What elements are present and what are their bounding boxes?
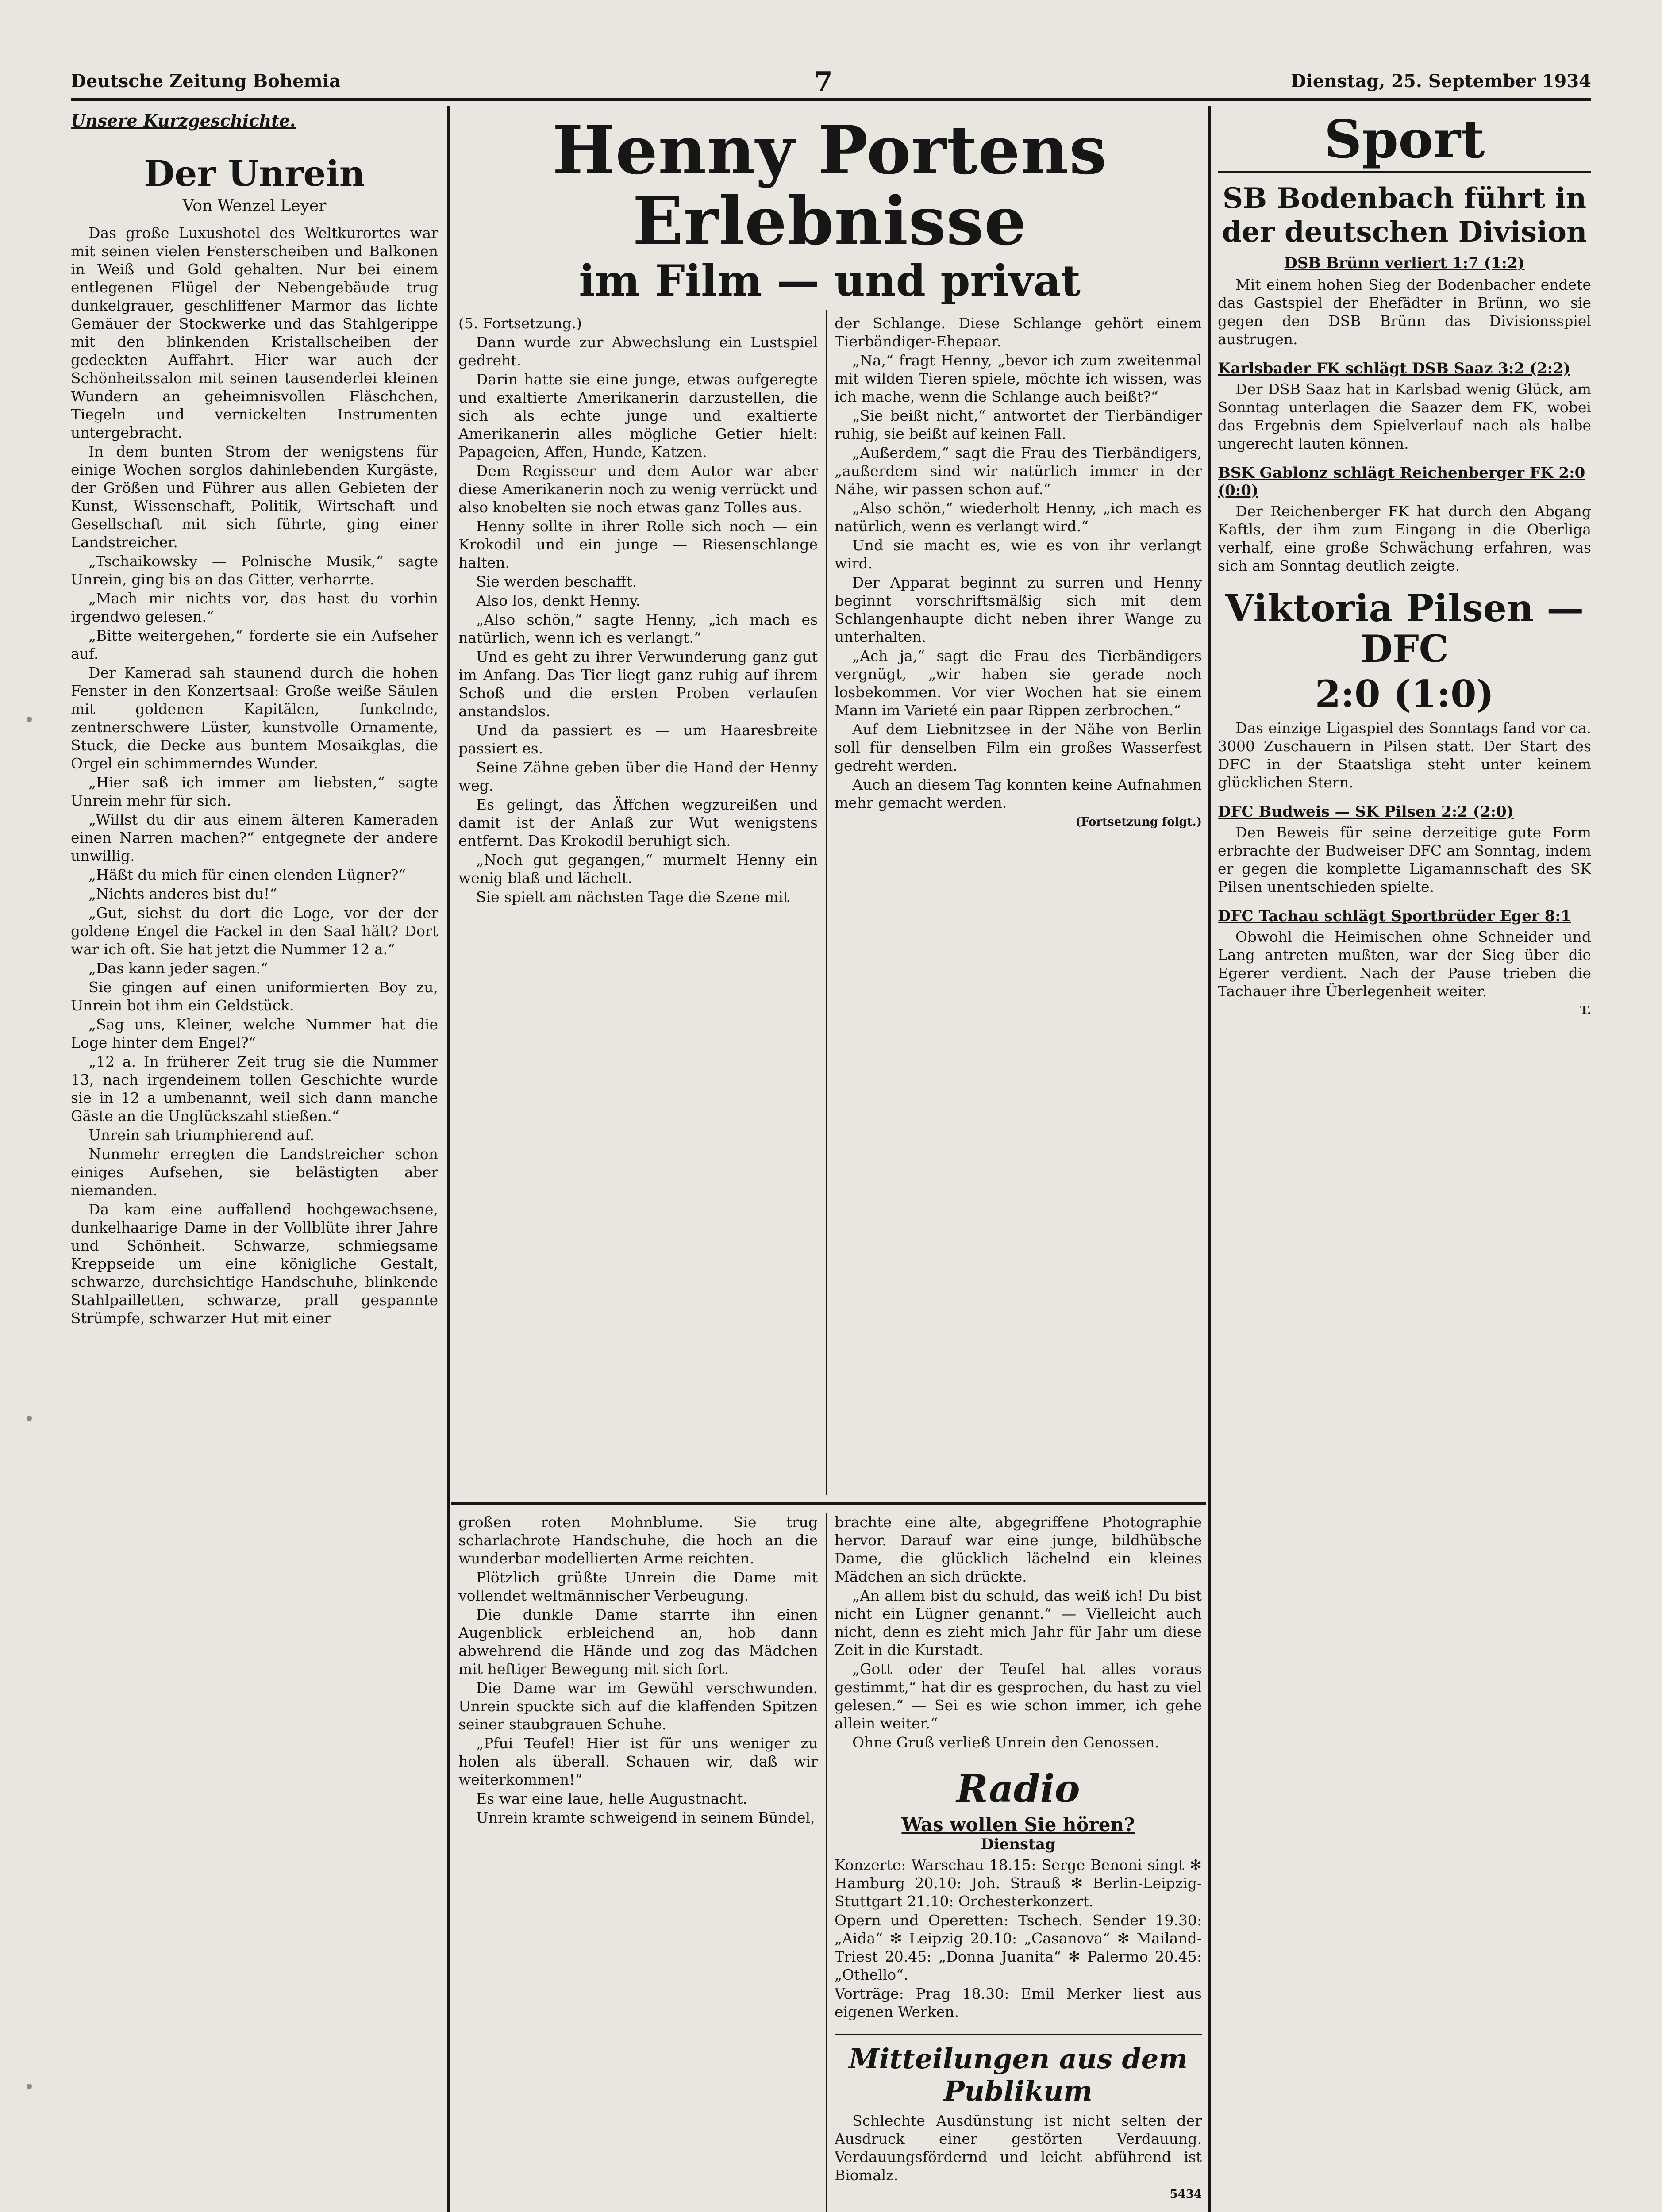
feature-title: Henny Portens Erlebnisse [552,115,1107,260]
margin-hole [27,2084,32,2089]
feature-column-1 [458,314,818,1495]
story-divider [451,1502,1206,1505]
story-paragraph: Unrein kramte schweigend in seinem Bündel, [476,1809,815,1826]
mitteilungen-text: Schlechte Ausdünstung ist nicht selten der Ausdruck einer gestörten Verdauung. Verdauungsfördernd und leicht abführend ist Biomalz. [835,2112,1202,2184]
story-paragraph: „Gut, siehst du dort die Loge, vor der der goldene Engel die Fackel in den Saal hält? Dort war ich oft. Sie hat jetzt die Nummer 12 a.“ [71,904,438,958]
page-number: 7 [814,66,833,97]
sport-title-rule [1218,171,1591,173]
sport-big-headline: Viktoria Pilsen — DFC [1225,586,1584,671]
story-paragraph: „Pfui Teufel! Hier ist für uns weniger zu holen als überall. Schauen wir, daß wir weiterkommen!“ [458,1735,818,1788]
column-rule-middle-lower [826,1513,827,2212]
story-paragraph: Plötzlich grüßte Unrein die Dame mit vollendet weltmännischer Verbeugung. [458,1569,818,1604]
sport-paragraph: Das einzige Ligaspiel des Sonntags fand vor ca. 3000 Zuschauern in Pilsen statt. Der Start des DFC in der Staatsliga steht unter keinem glücklichen Stern. [1218,719,1591,791]
story-title: Der Unrein [144,153,365,194]
sport-paragraph: Obwohl die Heimischen ohne Schneider und Lang antreten mußten, war der Sieg über die Egerer verdient. Nach der Pause trieben die Tachauer ihre Überlegenheit weiter. [1218,928,1591,1000]
radio-day: Dienstag [981,1836,1056,1853]
continued-note: (Fortsetzung folgt.) [1075,815,1202,829]
margin-hole [27,1416,32,1421]
feature-paragraph: „Sie beißt nicht,“ antwortet der Tierbändiger ruhig, sie beißt auf keinen Fall. [835,407,1202,442]
sport-paragraph: Der DSB Saaz hat in Karlsbad wenig Glück, am Sonntag unterlagen die Saazer dem FK, wobei das Ergebnis dem Spielverlauf nach als halbe ungerecht lauten können. [1218,380,1591,452]
story-paragraph: Es war eine laue, helle Augustnacht. [476,1790,748,1807]
story-paragraph: Sie gingen auf einen uniformierten Boy zu, Unrein bot ihm ein Geldstück. [71,979,438,1014]
feature-paragraph: Sie werden beschafft. [476,573,637,590]
feature-paragraph: (5. Fortsetzung.) [458,315,582,332]
sport-paragraph: Den Beweis für seine derzeitige gute Form erbrachte der Budweiser DFC am Sonntag, indem er gegen die komplette Ligamannschaft des SK Pilsen unentschieden spielte. [1218,824,1591,895]
story-paragraph: „Bitte weitergehen,“ forderte sie ein Aufseher auf. [71,627,438,662]
feature-paragraph: Und sie macht es, wie es von ihr verlangt wird. [835,537,1202,572]
story-paragraph: „Das kann jeder sagen.“ [88,960,268,977]
sport-column [1218,111,1591,2212]
mitteilungen-title: Mitteilungen aus dem Publikum [835,2034,1202,2107]
feature-subtitle: im Film — und privat [579,256,1081,306]
sport-big-score: 2:0 (1:0) [1315,672,1494,716]
header-rule [71,98,1591,101]
feature-masthead [456,115,1204,310]
feature-paragraph: Henny sollte in ihrer Rolle sich noch — ein Krokodil und ein junge — Riesenschlange halten. [458,518,818,571]
feature-paragraph: Auch an diesem Tag konnten keine Aufnahmen mehr gemacht werden. [835,776,1202,811]
story-paragraph: Nunmehr erregten die Landstreicher schon einiges Aufsehen, sie belästigten aber niemanden. [71,1145,438,1199]
feature-paragraph: Und es geht zu ihrer Verwunderung ganz gut im Anfang. Das Tier liegt ganz ruhig auf ihrem Schoß und die ersten Proben verlaufen anstandslos. [458,648,818,720]
sport-match-heading: BSK Gablonz schlägt Reichenberger FK 2:0 (0:0) [1218,464,1585,499]
story-paragraph: „Mach mir nichts vor, das hast du vorhin irgendwo gelesen.“ [71,590,438,625]
feature-paragraph: Seine Zähne geben über die Hand der Henny weg. [458,759,818,794]
story-paragraph: Unrein sah triumphierend auf. [88,1126,315,1144]
feature-paragraph: Und da passiert es — um Haaresbreite passiert es. [458,722,818,757]
feature-paragraph: Sie spielt am nächsten Tage die Szene mit [476,888,789,906]
feature-paragraph: Also los, denkt Henny. [476,592,641,609]
story-continuation-left [458,1513,818,2212]
story-paragraph: Die dunkle Dame starrte ihn einen Augenblick erbleichend an, hob dann abwehrend die Hände und zog das Mädchen mit heftiger Bewegung mit sich fort. [458,1606,818,1678]
story-paragraph: großen roten Mohnblume. Sie trug scharlachrote Handschuhe, die hoch an die wunderbar modellierten Arme reichten. [458,1513,818,1567]
feature-paragraph: Dem Regisseur und dem Autor war aber diese Amerikanerin noch zu wenig verrückt und also knobelten sie noch etwas ganz Tolles aus. [458,462,818,516]
radio-entry: Opern und Operetten: Tschech. Sender 19.30: „Aida“ ✻ Leipzig 20.10: „Casanova“ ✻ Mailand-Triest 20.45: „Donna Juanita“ ✻ Palermo 20.45: „Othello“. [835,1912,1202,1983]
feature-paragraph: Es gelingt, das Äffchen wegzureißen und damit ist der Anlaß zur Wut wenigstens entfernt. Das Krokodil beruhigt sich. [458,796,818,849]
feature-paragraph: Darin hatte sie eine junge, etwas aufgeregte und exaltierte Amerikanerin darzustellen, die sich als echte junge und exaltierte Amerikanerin alles mögliche Getier hielt: Papageien, Affen, Hunde, Katzen. [458,371,818,461]
mitteilungen-code: 5434 [1170,2188,1202,2201]
story-byline: Von Wenzel Leyer [182,197,327,215]
story-paragraph: „Tschaikowsky — Polnische Musik,“ sagte Unrein, ging bis an das Gitter, verharrte. [71,553,438,588]
story-paragraph: In dem bunten Strom der wenigstens für einige Wochen sorglos dahinlebenden Kurgäste, der Größen und Führer aus allen Gebieten der Kunst, Wissenschaft, Politik, Wirtschaft und Gesellschaft mit sich führte, ging einer Landstreicher. [71,443,438,551]
story-column [71,111,438,2212]
sport-subheadline: DSB Brünn verliert 1:7 (1:2) [1284,254,1525,272]
story-paragraph: „Willst du dir aus einem älteren Kameraden einen Narren machen?“ entgegnete der andere unwillig. [71,811,438,864]
story-paragraph: „Nichts anderes bist du!“ [88,885,277,902]
feature-paragraph: Dann wurde zur Abwechslung ein Lustspiel gedreht. [458,334,818,369]
sport-match-heading: DFC Budweis — SK Pilsen 2:2 (2:0) [1218,803,1514,821]
feature-paragraph: „Noch gut gegangen,“ murmelt Henny ein wenig blaß und lächelt. [458,851,818,887]
radio-entry: Vorträge: Prag 18.30: Emil Merker liest aus eigenen Werken. [835,1985,1202,2020]
sport-paragraph: Der Reichenberger FK hat durch den Abgang Kaftls, der ihm zum Eingang in die Oberliga verhalf, eine große Schwächung erfahren, was sich am Sonntag deutlich zeigte. [1218,503,1591,574]
story-paragraph: Das große Luxushotel des Weltkurortes war mit seinen vielen Fensterscheiben und Balkonen in Weiß und Gold gehalten. Nur bei einem entlegenen Flügel der Nebengebäude trug dunkelgrauer, geschliffener Marmor das lichte Gemäuer der Stockwerke und das Stahlgerippe mit den blinkenden Kristallscheiben der gedeckten Auffahrt. Hier war auch der Schönheitssalon mit seinen tausenderlei kleinen Wundern an geheimnisvollen Fläschchen, Tiegeln und vernickelten Instrumenten untergebracht. [71,224,438,441]
feature-paragraph: „Na,“ fragt Henny, „bevor ich zum zweitenmal mit wilden Tieren spiele, möchte ich wissen, was ich mache, wenn die Schlange auch beißt?“ [835,352,1202,405]
feature-column-2 [835,314,1202,1495]
column-rule-left [447,106,450,2212]
feature-paragraph: der Schlange. Diese Schlange gehört einem Tierbändiger-Ehepaar. [835,315,1202,350]
sport-headline: SB Bodenbach führt in der deutschen Division [1222,182,1587,249]
radio-subtitle: Was wollen Sie hören? [901,1814,1135,1836]
series-label: Unsere Kurzgeschichte. [71,111,296,131]
page-header [0,0,1662,95]
story-paragraph: „12 a. In früherer Zeit trug sie die Nummer 13, nach irgendeinem tollen Geschichte wurde sie in 12 a umbenannt, weil sich dann manche Gäste an die Unglückszahl stießen.“ [71,1053,438,1125]
column-rule-middle-upper [826,310,827,1495]
sport-match-heading: Karlsbader FK schlägt DSB Saaz 3:2 (2:2) [1218,360,1570,377]
story-paragraph: „Gott oder der Teufel hat alles voraus gestimmt,“ hat dir es gesprochen, du hast zu viel gelesen.“ — Sei es wie schon immer, ich gehe allein weiter.“ [835,1660,1202,1732]
story-paragraph: Die Dame war im Gewühl verschwunden. Unrein spuckte sich auf die klaffenden Spitzen seiner staubgrauen Schuhe. [458,1679,818,1733]
column-rule-right [1208,106,1211,2212]
feature-paragraph: „Also schön,“ sagte Henny, „ich mach es natürlich, wenn ich es verlangt.“ [458,611,818,646]
sport-paragraph: Mit einem hohen Sieg der Bodenbacher endete das Gastspiel der Ehefädter in Brünn, wo sie gegen den DSB Brünn das Divisionsspiel austrugen. [1218,276,1591,348]
story-paragraph: „Sag uns, Kleiner, welche Nummer hat die Loge hinter dem Engel?“ [71,1016,438,1051]
margin-hole [27,717,32,722]
sport-signature: T. [1580,1004,1591,1017]
story-paragraph: Ohne Gruß verließ Unrein den Genossen. [852,1734,1159,1751]
radio-entry: Konzerte: Warschau 18.15: Serge Benoni singt ✻ Hamburg 20.10: Joh. Strauß ✻ Berlin-Leipzig-Stuttgart 21.10: Orchesterkonzert. [835,1856,1202,1910]
feature-paragraph: „Ach ja,“ sagt die Frau des Tierbändigers vergnügt, „wir haben sie gerade noch losbekommen. Vor vier Wochen hat sie einem Mann im Varieté ein paar Rippen zerbrochen.“ [835,647,1202,719]
paper-name: Deutsche Zeitung Bohemia [71,71,341,92]
story-paragraph: „Hier saß ich immer am liebsten,“ sagte Unrein mehr für sich. [71,774,438,809]
story-paragraph: Da kam eine auffallend hochgewachsene, dunkelhaarige Dame in der Vollblüte ihrer Jahre und Schönheit. Schwarze, schmiegsame Kreppseide um eine königliche Gestalt, schwarze, durchsichtige Handschuhe, blinkende Stahlpailletten, schwarze, prall gespannte Strümpfe, schwarzer Hut mit einer [71,1201,438,1327]
feature-paragraph: Der Apparat beginnt zu surren und Henny beginnt vorschriftsmäßig sich mit dem Schlangenhaupte dicht neben ihrer Wange zu unterhalten. [835,574,1202,645]
story-paragraph: brachte eine alte, abgegriffene Photographie hervor. Darauf war eine junge, bildhübsche Dame, die glücklich lächelnd ein kleines Mädchen an sich drückte. [835,1513,1202,1585]
feature-paragraph: „Außerdem,“ sagt die Frau des Tierbändigers, „außerdem sind wir natürlich immer in der Nähe, wir passen schon auf.“ [835,444,1202,498]
feature-paragraph: „Also schön,“ wiederholt Henny, „ich mach es natürlich, wenn es verlangt wird.“ [835,499,1202,535]
sport-match-heading: DFC Tachau schlägt Sportbrüder Eger 8:1 [1218,907,1571,925]
story-continuation-right [835,1513,1202,2212]
story-paragraph: Der Kamerad sah staunend durch die hohen Fenster in den Konzertsaal: Große weiße Säulen mit goldenen Kapitälen, funkelnde, zentnerschwere Lüster, kunstvolle Ornamente, Stuck, die Decke aus buntem Mosaikglas, die Orgel ein schimmerndes Wunder. [71,664,438,772]
story-paragraph: „Häßt du mich für einen elenden Lügner?“ [88,866,406,883]
feature-paragraph: Auf dem Liebnitzsee in der Nähe von Berlin soll für denselben Film ein großes Wasserfest gedreht werden. [835,721,1202,774]
radio-title: Radio [956,1767,1080,1811]
issue-date: Dienstag, 25. September 1934 [1291,71,1591,92]
sport-title: Sport [1324,111,1485,170]
story-paragraph: „An allem bist du schuld, das weiß ich! Du bist nicht ein Lügner genannt.“ — Vielleicht auch nicht, denn es zieht mich Jahr für Jahr um diese Zeit in die Kurstadt. [835,1587,1202,1659]
